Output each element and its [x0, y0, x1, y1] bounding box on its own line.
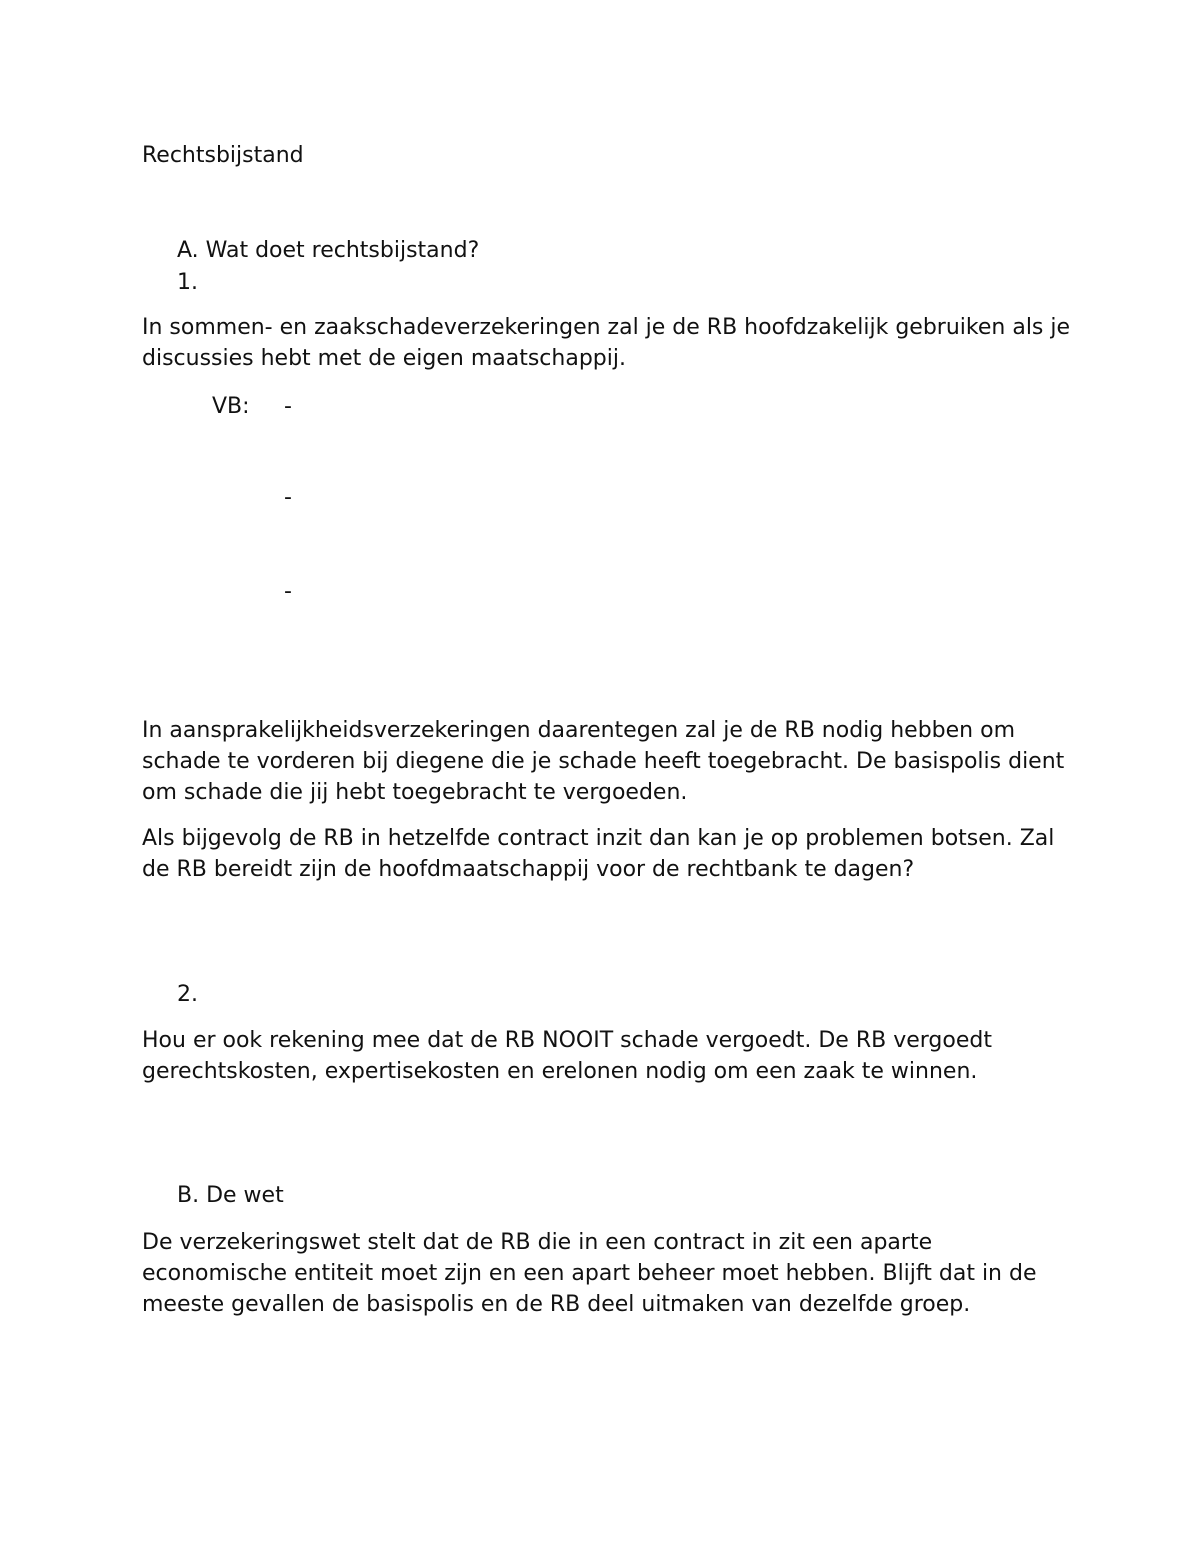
section-a-heading: A. Wat doet rechtsbijstand? [177, 238, 480, 263]
paragraph-verzekeringswet: De verzekeringswet stelt dat de RB die in een contract in zit een aparte economische entiteit moet zijn en een apart beheer moet hebben. Blijft dat in de meeste gevallen de basispolis en de RB deel uitmaken van dezelfde groep. [142, 1230, 1037, 1317]
example-bullet: - [284, 579, 292, 604]
example-label: VB: [212, 394, 250, 419]
paragraph-nooit-schade: Hou er ook rekening mee dat de RB NOOIT schade vergoedt. De RB vergoedt gerechtskosten, expertisekosten en erelonen nodig om een zaak te winnen. [142, 1028, 992, 1084]
paragraph-bijgevolg: Als bijgevolg de RB in hetzelfde contract inzit dan kan je op problemen botsen. Zal de RB bereidt zijn de hoofdmaatschappij voor de rechtbank te dagen? [142, 826, 1055, 882]
item-2-number: 2. [177, 982, 198, 1007]
section-b-heading: B. De wet [177, 1183, 284, 1208]
paragraph-sommen-zaakschade: In sommen- en zaakschadeverzekeringen zal je de RB hoofdzakelijk gebruiken als je discussies hebt met de eigen maatschappij. [142, 315, 1071, 371]
item-1-number: 1. [177, 270, 198, 295]
paragraph-aansprakelijkheid: In aansprakelijkheidsverzekeringen daarentegen zal je de RB nodig hebben om schade te vorderen bij diegene die je schade heeft toegebracht. De basispolis dient om schade die jij hebt toegebracht te vergoeden. [142, 718, 1065, 805]
document-title: Rechtsbijstand [142, 143, 304, 168]
example-bullet: - [284, 485, 292, 510]
example-bullet: - [284, 394, 292, 419]
